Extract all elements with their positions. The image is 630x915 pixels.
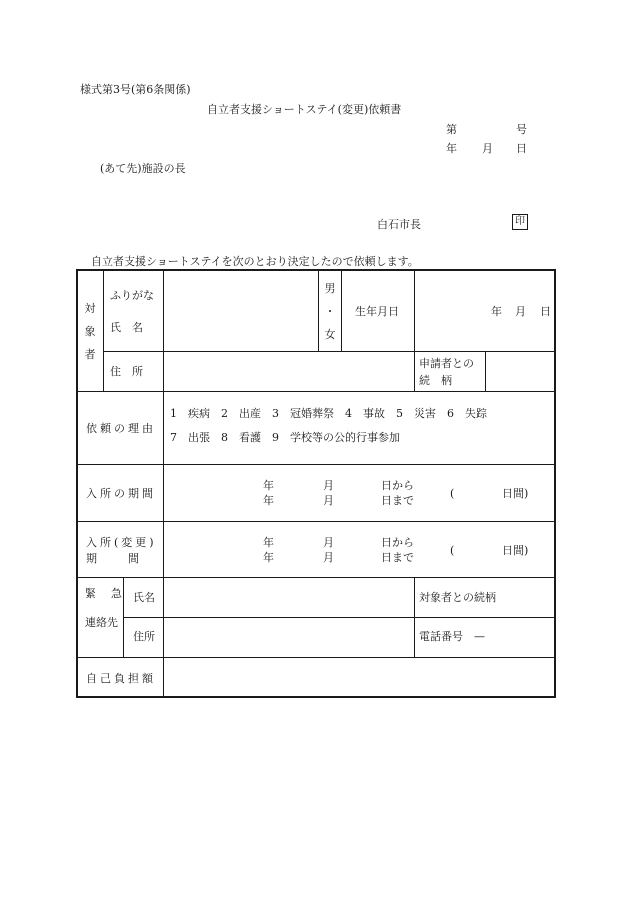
table-rule: [78, 657, 556, 658]
table-rule: [78, 464, 556, 465]
issue-date-month: 月: [482, 142, 493, 155]
birthdate-label: 生年月日: [355, 305, 399, 318]
change-from-month: 月: [323, 536, 334, 549]
emergency-relation-label: 対象者との続柄: [419, 591, 496, 604]
reason-label: 依頼の理由: [86, 422, 156, 435]
request-form-table: [76, 269, 556, 698]
table-rule: [123, 617, 556, 618]
period-to-year: 年: [263, 494, 274, 507]
table-rule: [341, 271, 342, 351]
period-from-suffix: 日から: [381, 479, 414, 492]
name-label: 氏 名: [110, 321, 143, 334]
change-to-month: 月: [323, 551, 334, 564]
table-rule: [103, 351, 556, 352]
relation-label-line1: 申請者との: [419, 357, 474, 370]
table-rule: [318, 271, 319, 351]
table-rule: [78, 577, 556, 578]
reason-options-line2: 7 出張 8 看護 9 学校等の公的行事参加: [170, 431, 400, 444]
emergency-name-label: 氏名: [133, 591, 155, 604]
period-to-month: 月: [323, 494, 334, 507]
period-from-year: 年: [263, 479, 274, 492]
emergency-phone-label: 電話番号 —: [419, 630, 485, 643]
self-burden-label: 自己負担額: [86, 672, 156, 685]
address-label: 住 所: [110, 365, 143, 378]
birthdate-year: 年: [491, 305, 502, 318]
furigana-label: ふりがな: [110, 289, 154, 302]
emergency-label-line1: 緊 急: [85, 587, 124, 600]
change-from-suffix: 日から: [381, 536, 414, 549]
reason-options-line1: 1 疾病 2 出産 3 冠婚葬祭 4 事故 5 災害 6 失踪: [170, 407, 487, 420]
table-rule: [414, 577, 415, 657]
addressee: (あて先)施設の長: [100, 162, 186, 175]
emergency-label-line2: 連絡先: [85, 616, 118, 629]
document-number-prefix: 第: [446, 123, 457, 136]
document-title: 自立者支援ショートステイ(変更)依頼書: [207, 103, 402, 116]
change-from-year: 年: [263, 536, 274, 549]
issuer-name: 白石市長: [377, 218, 421, 231]
table-rule: [485, 351, 486, 391]
birthdate-month: 月: [515, 305, 526, 318]
change-period-label-line1: 入所(変更): [86, 536, 157, 549]
birthdate-day: 日: [540, 305, 551, 318]
table-rule: [163, 271, 164, 698]
period-days-label: 日間): [502, 487, 529, 500]
gender-label: 男 ・ 女: [324, 282, 336, 341]
table-rule: [103, 271, 104, 391]
change-period-label-line2: 期 間: [86, 552, 142, 565]
change-to-suffix: 日まで: [381, 551, 414, 564]
document-number-suffix: 号: [516, 123, 527, 136]
issue-date-day: 日: [516, 142, 527, 155]
seal-mark: 印: [512, 214, 528, 230]
intro-text: 自立者支援ショートステイを次のとおり決定したので依頼します。: [91, 255, 419, 268]
change-days-label: 日間): [502, 544, 529, 557]
emergency-address-label: 住所: [133, 630, 155, 643]
form-number: 様式第3号(第6条関係): [80, 83, 191, 96]
period-label: 入所の期間: [86, 487, 156, 500]
table-rule: [414, 271, 415, 391]
table-rule: [78, 391, 556, 392]
period-from-month: 月: [323, 479, 334, 492]
period-to-suffix: 日まで: [381, 494, 414, 507]
relation-label-line2: 続 柄: [419, 374, 452, 387]
change-to-year: 年: [263, 551, 274, 564]
change-days-open: (: [450, 544, 455, 557]
period-days-open: (: [450, 487, 455, 500]
table-rule: [78, 521, 556, 522]
subject-section-label: 対 象 者: [84, 302, 96, 361]
issue-date-year: 年: [446, 142, 457, 155]
